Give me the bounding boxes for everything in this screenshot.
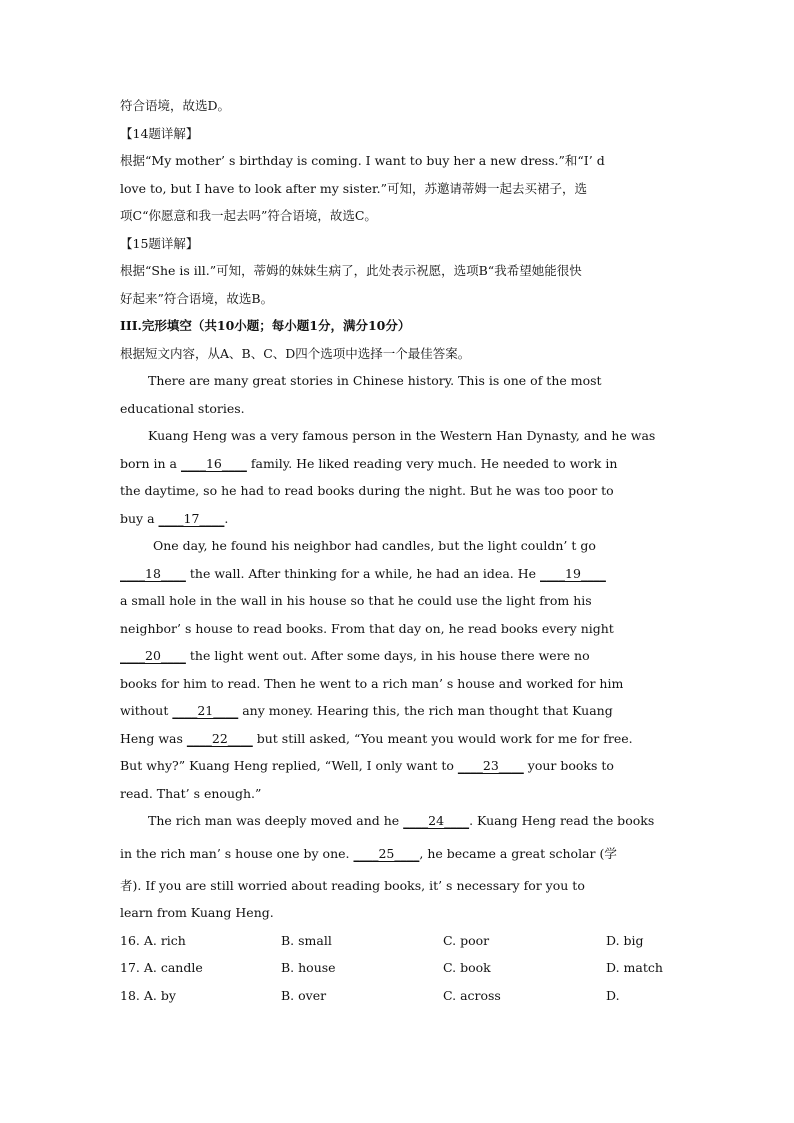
option-b: B. over (281, 987, 327, 1003)
passage-text: . Kuang Heng read the books (469, 813, 655, 828)
option-b: B. small (281, 932, 332, 948)
blank-20: ____20____ (120, 648, 186, 663)
passage-text: without (120, 703, 173, 718)
option-c: C. across (443, 987, 501, 1003)
q15-explanation-line: 根据“She is ill.”可知，蒂姆的妹妹生病了，此处表示祝愿，选项B“我希望她能很快 (120, 263, 582, 278)
blank-19: ____19____ (540, 565, 606, 581)
option-a: 16. A. rich (120, 932, 186, 948)
option-c: C. poor (443, 932, 490, 948)
passage-text: The rich man was deeply moved and he (148, 813, 404, 828)
option-c: C. book (443, 960, 491, 975)
passage-text: born in a (120, 455, 181, 471)
passage-text: . (224, 510, 229, 526)
blank-23: ____23____ (457, 758, 524, 773)
prev-conclusion: 符合语境，故选D。 (120, 98, 231, 113)
passage-line: There are many great stories in Chinese history. This is one of the most (148, 373, 602, 388)
option-a: 17. A. candle (120, 960, 203, 975)
passage-line (120, 835, 685, 872)
q14-heading: 【14题详解】 (120, 125, 199, 141)
blank-24: ____24____ (403, 813, 470, 828)
passage-line (120, 560, 685, 588)
blank-17: ____17____ (158, 510, 225, 526)
q14-explanation-line: love to, but I have to look after my sister.”可知，苏邀请蒂姆一起去买裙子，选 (120, 180, 588, 196)
passage-line: educational stories. (120, 400, 245, 416)
passage-line (120, 642, 685, 670)
passage-line: the daytime, so he had to read books during the night. But he was too poor to (120, 483, 614, 498)
passage-text: but still asked, “You meant you would work for me for free. (252, 730, 633, 746)
passage-text: the light went out. After some days, in his house there were no (185, 648, 590, 663)
passage-line (120, 807, 685, 835)
passage-text: But why?” Kuang Heng replied, “Well, I only want to (120, 758, 458, 773)
blank-16: ____16____ (180, 455, 247, 471)
passage-line (120, 450, 685, 478)
passage-text: any money. Hearing this, the rich man thought that Kuang (238, 703, 613, 718)
passage-text: Heng was (120, 730, 187, 746)
question-options-17 (120, 954, 685, 982)
passage-line: a small hole in the wall in his house so that he could use the light from his (120, 593, 592, 608)
passage-line: read. That’ s enough.” (120, 785, 262, 801)
passage-text: buy a (120, 510, 159, 526)
q14-explanation-line: 项C“你愿意和我一起去吗”符合语境，故选C。 (120, 208, 377, 223)
passage-line (120, 752, 685, 780)
passage-line: neighbor’ s house to read books. From that day on, he read books every night (120, 620, 614, 636)
document-page (120, 92, 685, 1009)
passage-line: learn from Kuang Heng. (120, 905, 274, 920)
blank-22: ____22____ (186, 730, 253, 746)
passage-line: 者). If you are still worried about reading books, it’ s necessary for you to (120, 877, 585, 893)
section-title: III.完形填空（共10小题；每小题1分，满分10分） (120, 318, 411, 333)
passage-text: , he became a great scholar (学 (419, 845, 617, 861)
blank-25: ____25____ (353, 845, 420, 861)
passage-line: books for him to read. Then he went to a rich man’ s house and worked for him (120, 675, 624, 691)
passage-line: One day, he found his neighbor had candles, but the light couldn’ t go (153, 538, 596, 553)
q15-explanation-line: 好起来”符合语境，故选B。 (120, 290, 274, 306)
passage-line (120, 505, 685, 533)
option-d: D. (606, 987, 620, 1003)
passage-text: the wall. After thinking for a while, he had an idea. He (185, 565, 541, 581)
option-d: D. match (606, 960, 663, 975)
blank-18: ____18____ (120, 565, 186, 581)
question-options-18 (120, 982, 685, 1010)
option-a: 18. A. by (120, 987, 176, 1003)
q14-explanation-line: 根据“My mother’ s birthday is coming. I want to buy her a new dress.”和“I’ d (120, 153, 605, 168)
passage-text: in the rich man’ s house one by one. (120, 845, 354, 861)
option-d: D. big (606, 932, 644, 948)
question-options-16 (120, 927, 685, 955)
passage-line (120, 725, 685, 753)
option-b: B. house (281, 960, 336, 975)
passage-line (120, 697, 685, 725)
passage-line: Kuang Heng was a very famous person in the Western Han Dynasty, and he was (148, 428, 656, 443)
blank-21: ____21____ (172, 703, 239, 718)
section-instruction: 根据短文内容，从A、B、C、D四个选项中选择一个最佳答案。 (120, 345, 471, 361)
passage-text: your books to (523, 758, 614, 773)
q15-heading: 【15题详解】 (120, 235, 199, 251)
passage-text: family. He liked reading very much. He needed to work in (246, 455, 618, 471)
